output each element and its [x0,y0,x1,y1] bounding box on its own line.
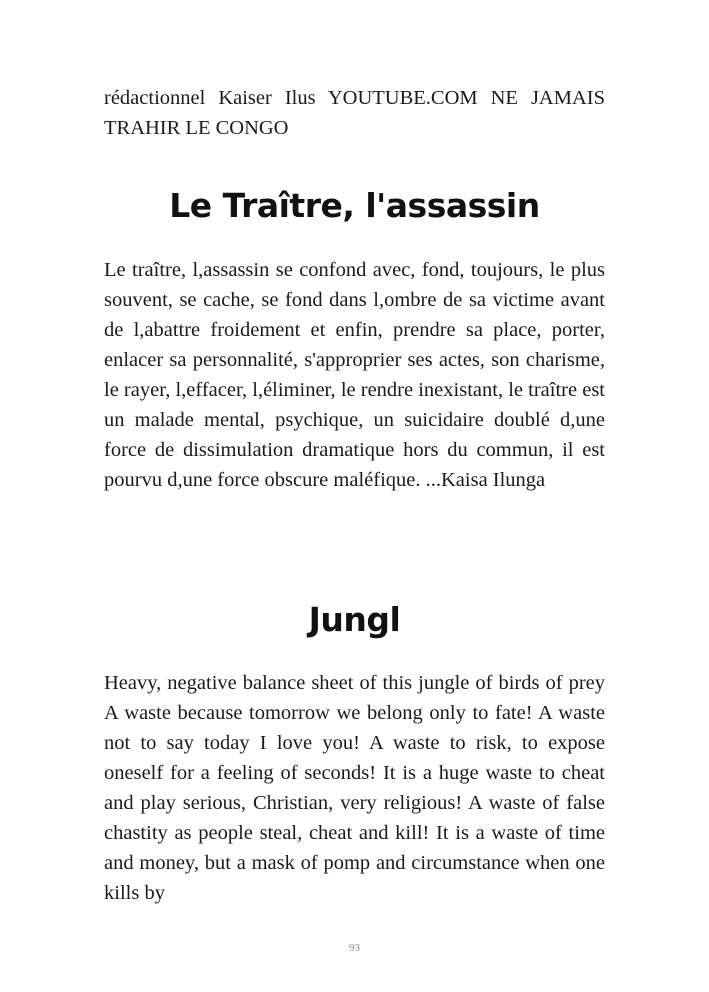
section-body-jungl: Heavy, negative balance sheet of this jungle of birds of prey A waste because tomorrow we belong only to fate! A waste not to say today I love you! A waste to risk, to expose oneself for a feeling of seconds! It is a huge waste to cheat and play serious, Christian, very religious! A waste of false chastity as people steal, cheat and kill! It is a waste of time and money, but a mask of pomp and circumstance when one kills by [104,672,605,904]
document-page [104,0,605,992]
section-body-traitre: Le traître, l,assassin se confond avec, fond, toujours, le plus souvent, se cache, se fond dans l,ombre de sa victime avant de l,abattre froidement et enfin, prendre sa place, porter, enlacer sa personnalité, s'approprier ses actes, son charisme, le rayer, l,effacer, l,éliminer, le rendre inexistant, le traître est un malade mental, psychique, un suicidaire doublé d,une force de dissimulation dramatique hors du commun, il est pourvu d,une force obscure maléfique. ...Kaisa Ilunga [104,259,605,491]
section-title-jungl: Jungl [308,600,401,639]
section-title-traitre: Le Traître, l'assassin [169,186,540,225]
page-number: 93 [349,942,360,954]
intro-paragraph: rédactionnel Kaiser Ilus YOUTUBE.COM NE JAMAIS TRAHIR LE CONGO [104,87,605,139]
